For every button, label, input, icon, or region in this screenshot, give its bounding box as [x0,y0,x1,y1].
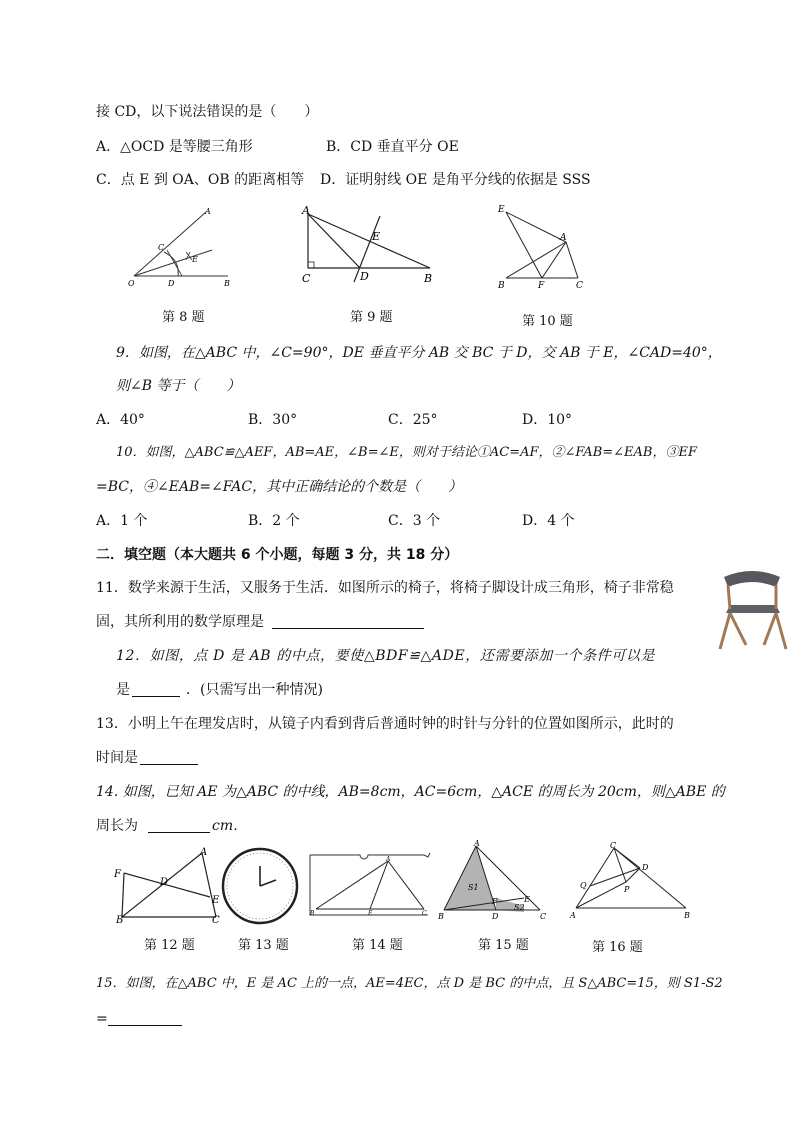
fig9-label-b: B [424,272,433,285]
fig15-region-s1 [444,846,496,910]
fig15-label-a: A [474,840,480,848]
fig8-label-o: O [128,279,135,288]
fig16-label-q: Q [580,881,587,890]
q8-tail: 接 CD，以下说法错误的是（ ） [96,104,319,120]
q10-option-a: A．1 个 [96,513,148,529]
fig8-segment-cd [167,250,182,276]
fig10-label-a: A [560,233,567,243]
fig15-label-s2: S2 [514,903,525,912]
fig9-label-d: D [360,270,369,283]
fig8-ray-oa [134,212,206,276]
fig9-label-e: E [372,230,381,243]
q15-line2: = [96,1011,108,1027]
fig14-label-a: A [386,856,391,863]
q14-line2-prefix: 周长为 [96,818,138,834]
figure-8 [120,200,240,295]
q8-option-c: C．点 E 到 OA、OB 的距离相等 [96,172,305,188]
q9-option-b: B．30° [248,412,298,428]
chair-seat [726,605,780,613]
q11-answer-blank [272,628,424,629]
section-heading: 二．填空题（本大题共 6 个小题，每题 3 分，共 18 分） [96,547,459,563]
figure-10 [492,200,592,295]
q13-line2: 时间是 [96,750,138,766]
figure-15 [436,840,550,922]
q8-option-a: A．△OCD 是等腰三角形 [96,139,253,155]
q13-answer-blank [140,764,198,765]
clock-hour-hand [260,880,276,886]
q14-answer-blank [148,832,210,833]
fig12-label-f: F [114,869,121,880]
figure-12 [112,845,227,925]
fig16-label-p: P [624,885,630,894]
fig15-label-b: B [438,912,444,921]
fig12-label-e: E [212,895,220,906]
q9-line1: 9．如图，在△ABC 中，∠C=90°，DE 垂直平分 AB 交 BC 于 D，交 AB 于 E，∠CAD=40°， [116,345,722,361]
caption-fig12: 第 12 题 [144,938,195,953]
fig15-label-e: E [524,895,530,904]
caption-fig14: 第 14 题 [352,938,403,953]
q12-line1: 12．如图，点 D 是 AB 的中点，要使△BDF≌△ADE，还需要添加一个条件可以是 [116,648,656,664]
q10-option-d: D．4 个 [522,513,575,529]
figure-9 [298,200,440,290]
figure-16 [566,840,698,922]
fig8-label-a: A [205,207,211,216]
chair-backrest [724,571,780,587]
fig16-label-a: A [570,911,576,920]
q14-line1: 14. 如图，已知 AE 为△ABC 的中线，AB=8cm，AC=6cm，△ACE 的周长为 20cm，则△ABE 的 [96,784,725,800]
q10-line1: 10．如图，△ABC≌△AEF，AB=AE，∠B=∠E，则对于结论①AC=AF，②∠FAB=∠EAB，③EF [116,445,697,460]
chair-leg [764,613,776,645]
chair-leg [776,613,786,649]
fig15-label-s1: S1 [468,883,479,892]
q15-line1: 15．如图，在△ABC 中，E 是 AC 上的一点，AE=4EC，点 D 是 BC 的中点，且 S△ABC=15，则 S1-S2 [96,976,723,991]
q9-line2: 则∠B 等于（ ） [116,378,241,394]
q9-option-c: C．25° [388,412,438,428]
fig12-label-c: C [212,915,220,925]
chair-image [716,565,788,651]
q14-unit: cm． [212,818,248,834]
q9-option-d: D．10° [522,412,573,428]
fig8-ray-oe [134,250,212,276]
fig14-label-e: E [368,910,373,917]
caption-fig10: 第 10 题 [522,314,573,329]
fig12-label-b: B [116,915,124,925]
fig15-label-f: F [492,897,498,906]
fig8-label-b: B [224,279,230,288]
fig14-label-b: B [310,910,315,917]
fig9-label-a: A [302,204,310,217]
chair-leg [730,613,746,645]
fig10-label-c: C [576,281,583,291]
fig8-label-e: E [192,255,198,264]
fig10-label-e: E [498,205,505,215]
fig10-label-f: F [538,281,545,291]
q10-line2: =BC，④∠EAB=∠FAC，其中正确结论的个数是（ ） [96,479,463,495]
chair-leg [720,613,730,649]
q11-line2: 固，其所利用的数学原理是 [96,614,264,630]
q8-option-b: B．CD 垂直平分 OE [326,139,459,155]
q8-option-d: D．证明射线 OE 是角平分线的依据是 SSS [320,172,591,188]
q9-option-a: A．40° [96,412,145,428]
figure-14 [306,851,434,919]
fig15-label-d: D [492,912,499,921]
fig15-label-c: C [540,912,547,921]
fig16-label-d: D [642,863,649,872]
fig16-label-c: C [610,841,617,850]
caption-fig9: 第 9 题 [350,310,393,325]
q11-line1: 11．数学来源于生活，又服务于生活．如图所示的椅子，将椅子脚设计成三角形，椅子非常稳 [96,580,674,596]
caption-fig13: 第 13 题 [238,938,289,953]
caption-fig16: 第 16 题 [592,940,643,955]
fig12-label-a: A [200,847,208,858]
caption-fig8: 第 8 题 [162,310,205,325]
fig10-label-b: B [498,281,505,291]
q13-line1: 13．小明上午在理发店时，从镜子内看到背后普通时钟的时针与分针的位置如图所示，此时的 [96,716,674,732]
q15-answer-blank [108,1025,182,1026]
fig8-label-c: C [158,243,165,252]
fig14-label-c: C [422,910,427,917]
q10-option-c: C．3 个 [388,513,441,529]
q10-option-b: B．2 个 [248,513,300,529]
caption-fig15: 第 15 题 [478,938,529,953]
q12-line2-prefix: 是 [116,682,130,698]
fig12-label-d: D [160,877,169,888]
fig8-label-d: D [168,279,175,288]
q12-answer-blank [132,696,180,697]
fig9-label-c: C [302,272,311,285]
fig16-label-b: B [684,911,690,920]
q12-line2-suffix: ．(只需写出一种情况) [186,682,323,698]
figure-13-clock [220,846,300,926]
